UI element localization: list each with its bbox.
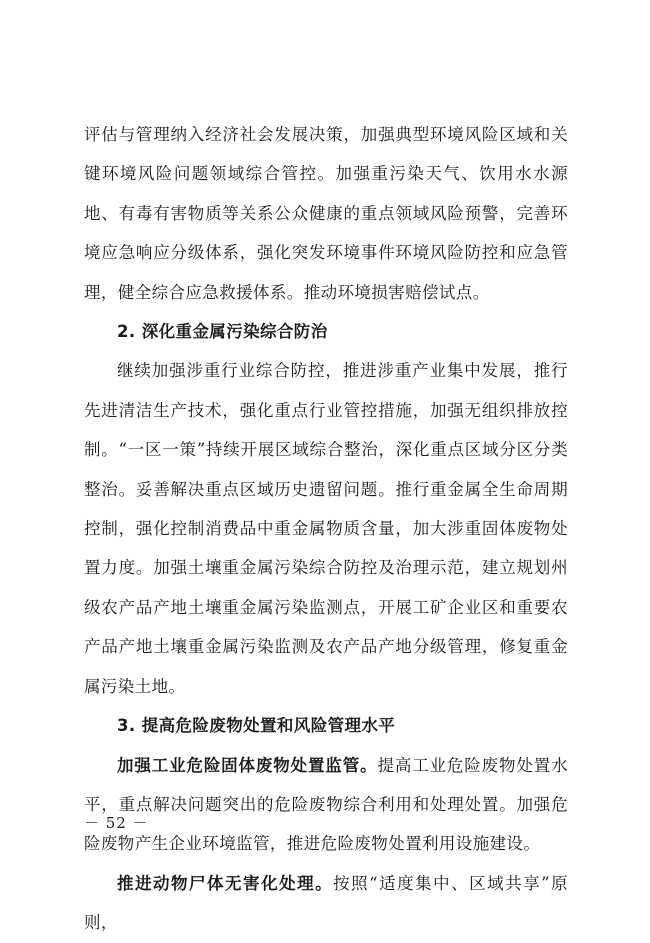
paragraph-animal-carcass	[84, 864, 568, 943]
paragraph-heavy-metal: 继续加强涉重行业综合防控，推进涉重产业集中发展，推行先进清洁生产技术，强化重点行业管控措施，加强无组织排放控制。“一区一策”持续开展区域综合整治，深化重点区域分区分类整治。妥善解决重点区域历史遗留问题。推行重金属全生命周期控制，强化控制消费品中重金属物质含量，加大涉重固体废物处置力度。加强土壤重金属污染综合防控及治理示范，建立规划州级农产品产地土壤重金属污染监测点，开展工矿企业区和重要农产品产地土壤重金属污染监测及农产品产地分级管理，修复重金属污染土地。	[84, 361, 568, 696]
paragraph-lead-animal-carcass: 推进动物尸体无害化处理。	[117, 873, 334, 893]
page-number: － 52 －	[84, 814, 149, 832]
section-heading-hazardous-waste: 3. 提高危险废物处置和风险管理水平	[117, 716, 396, 736]
paragraph-risk-management: 评估与管理纳入经济社会发展决策，加强典型环境风险区域和关键环境风险问题领域综合管控。加强重污染天气、饮用水水源地、有毒有害物质等关系公众健康的重点领域风险预警，完善环境应急响应分级体系，强化突发环境事件环境风险防控和应急管理，健全综合应急救援体系。推动环境损害赔偿试点。	[84, 125, 568, 302]
document-body	[84, 115, 568, 943]
paragraph-body-animal-carcass: 按照“适度集中、区域共享”原则，	[84, 873, 568, 933]
paragraph-body-industrial-waste: 提高工业危险废物处置水平，重点解决问题突出的危险废物综合利用和处理处置。加强危险废物产生企业环境监管，推进危险废物处置利用设施建设。	[84, 755, 569, 854]
paragraph-industrial-waste	[84, 746, 568, 864]
section-heading-heavy-metal: 2. 深化重金属污染综合防治	[117, 322, 328, 342]
paragraph-lead-industrial-waste: 加强工业危险固体废物处置监管。	[117, 755, 378, 775]
